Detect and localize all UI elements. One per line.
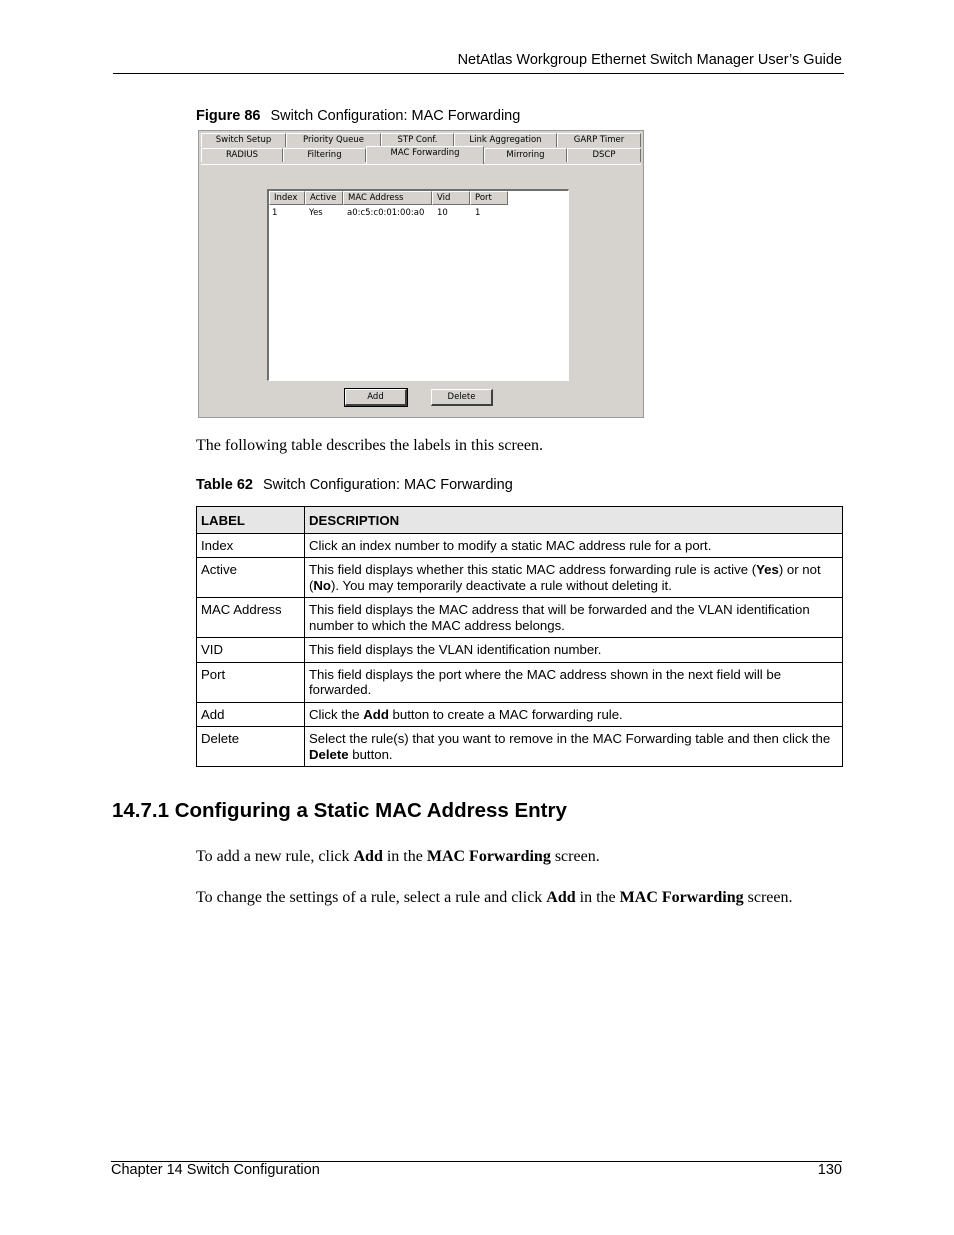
header-description: DESCRIPTION (305, 507, 843, 534)
row-description: Select the rule(s) that you want to remove in the MAC Forwarding table and then click the Delete button. (305, 727, 843, 767)
row-label: Index (197, 533, 305, 558)
footer-chapter: Chapter 14 Switch Configuration (111, 1162, 320, 1178)
row-port: 1 (475, 208, 481, 218)
row-label: Active (197, 558, 305, 598)
row-description: This field displays the MAC address that will be forwarded and the VLAN identification number to which the MAC address belongs. (305, 598, 843, 638)
table-header-row (197, 507, 843, 534)
tab-mirroring[interactable]: Mirroring (484, 148, 567, 162)
tab-link-aggregation[interactable]: Link Aggregation (454, 133, 557, 147)
row-description: Click the Add button to create a MAC forwarding rule. (305, 702, 843, 727)
row-active: Yes (309, 208, 323, 218)
row-label: Delete (197, 727, 305, 767)
row-label: MAC Address (197, 598, 305, 638)
delete-button[interactable]: Delete (431, 389, 493, 406)
row-label: Add (197, 702, 305, 727)
row-vid: 10 (437, 208, 448, 218)
figure-title: Switch Configuration: MAC Forwarding (270, 108, 521, 124)
column-header-vid[interactable]: Vid (432, 191, 470, 205)
table-title: Switch Configuration: MAC Forwarding (262, 477, 513, 493)
tab-switch-setup[interactable]: Switch Setup (201, 133, 286, 147)
label-description-table (196, 506, 843, 767)
header-label: LABEL (197, 507, 305, 534)
table-row (197, 598, 843, 638)
table-row (197, 702, 843, 727)
header-rule (113, 73, 844, 74)
table-row (197, 727, 843, 767)
tab-panel-border (201, 164, 641, 165)
table-number: Table 62 (196, 477, 253, 493)
add-button[interactable]: Add (345, 389, 407, 406)
paragraph-add-rule: To add a new rule, click Add in the MAC Forwarding screen. (196, 848, 600, 865)
row-description: Click an index number to modify a static MAC address rule for a port. (305, 533, 843, 558)
row-description: This field displays the VLAN identification number. (305, 638, 843, 663)
row-label: VID (197, 638, 305, 663)
tab-stp-conf[interactable]: STP Conf. (381, 133, 454, 147)
row-mac-address: a0:c5:c0:01:00:a0 (347, 208, 425, 218)
row-description: This field displays whether this static MAC address forwarding rule is active (Yes) or not (No). You may temporarily deactivate a rule without deleting it. (305, 558, 843, 598)
table-row (197, 533, 843, 558)
page-number: 130 (817, 1162, 842, 1178)
intro-paragraph: The following table describes the labels in this screen. (196, 437, 544, 454)
table-row (197, 558, 843, 598)
section-heading: 14.7.1 Configuring a Static MAC Address Entry (112, 799, 567, 822)
column-header-port[interactable]: Port (470, 191, 508, 205)
tab-dscp[interactable]: DSCP (567, 148, 641, 162)
column-header-mac-address[interactable]: MAC Address (343, 191, 432, 205)
table-row (197, 662, 843, 702)
row-description: This field displays the port where the MAC address shown in the next field will be forwarded. (305, 662, 843, 702)
figure-caption (196, 108, 520, 124)
tab-garp-timer[interactable]: GARP Timer (557, 133, 641, 147)
tab-radius[interactable]: RADIUS (201, 148, 283, 162)
table-caption (196, 477, 513, 493)
tab-priority-queue[interactable]: Priority Queue (286, 133, 381, 147)
tab-mac-forwarding[interactable]: MAC Forwarding (366, 146, 484, 164)
row-index: 1 (272, 208, 278, 218)
mac-forwarding-table[interactable] (267, 189, 569, 381)
figure-number: Figure 86 (196, 108, 261, 124)
tab-filtering[interactable]: Filtering (283, 148, 366, 162)
mac-forwarding-screen (198, 130, 644, 418)
table-row (197, 638, 843, 663)
column-header-index[interactable]: Index (269, 191, 305, 205)
column-header-active[interactable]: Active (305, 191, 343, 205)
paragraph-change-rule: To change the settings of a rule, select a rule and click Add in the MAC Forwarding screen. (196, 889, 793, 906)
running-header: NetAtlas Workgroup Ethernet Switch Manager User’s Guide (457, 52, 842, 68)
row-label: Port (197, 662, 305, 702)
